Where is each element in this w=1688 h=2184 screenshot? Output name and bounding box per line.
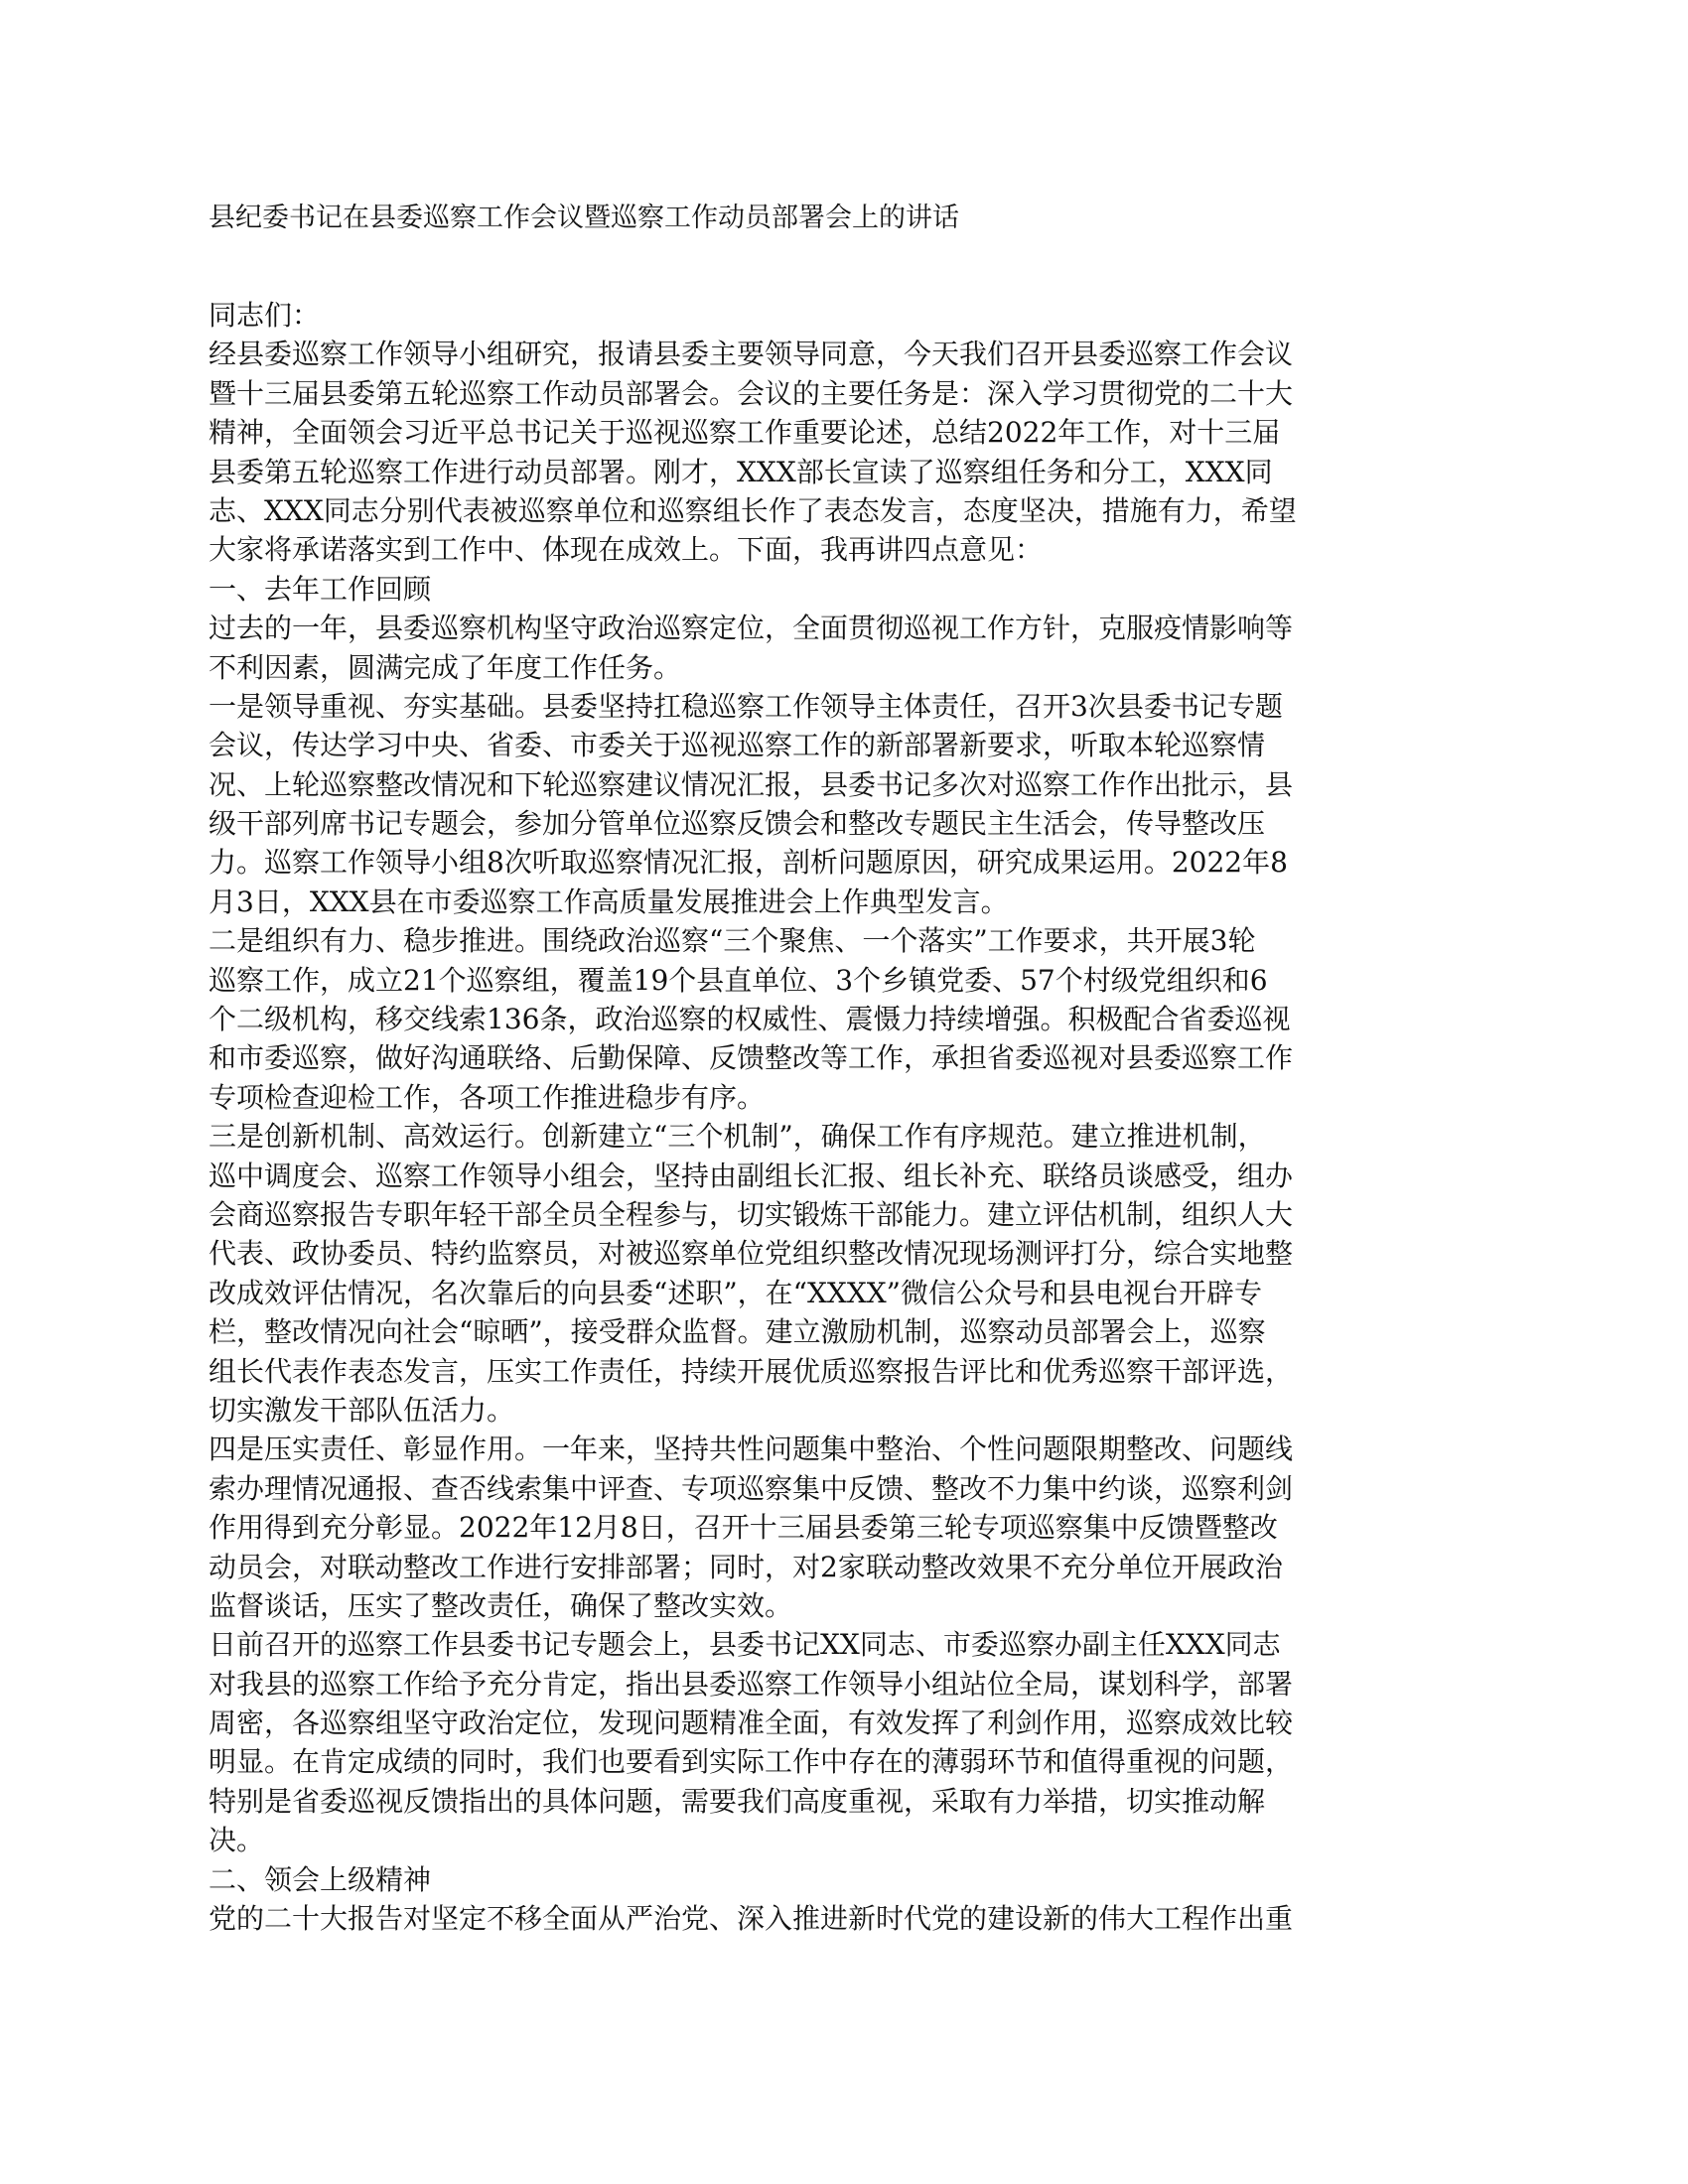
- body-line: 特别是省委巡视反馈指出的具体问题，需要我们高度重视，采取有力举措，切实推动解: [209, 1784, 1266, 1818]
- body-line: 县委第五轮巡察工作进行动员部署。刚才，XXX部长宣读了巡察组任务和分工，XXX同: [209, 455, 1273, 488]
- body-line: 代表、政协委员、特约监察员，对被巡察单位党组织整改情况现场测评打分，综合实地整: [209, 1237, 1294, 1271]
- body-line: 和市委巡察，做好沟通联络、后勤保障、反馈整改等工作，承担省委巡视对县委巡察工作: [209, 1041, 1294, 1075]
- body-line: 明显。在肯定成绩的同时，我们也要看到实际工作中存在的薄弱环节和值得重视的问题，: [209, 1745, 1294, 1779]
- body-line: 组长代表作表态发言，压实工作责任，持续开展优质巡察报告评比和优秀巡察干部评选，: [209, 1354, 1294, 1388]
- body-line: 会议，传达学习中央、省委、市委关于巡视巡察工作的新部署新要求，听取本轮巡察情: [209, 729, 1266, 762]
- body-line: 二、领会上级精神: [209, 1862, 432, 1896]
- body-line: 过去的一年，县委巡察机构坚守政治巡察定位，全面贯彻巡视工作方针，克服疫情影响等: [209, 612, 1294, 645]
- body-line: 切实激发干部队伍活力。: [209, 1393, 515, 1427]
- body-line: 监督谈话，压实了整改责任，确保了整改实效。: [209, 1588, 793, 1622]
- body-line: 改成效评估情况，名次靠后的向县委“述职”，在“XXXX”微信公众号和县电视台开辟专: [209, 1276, 1262, 1309]
- body-line: 同志们：: [209, 299, 321, 332]
- document-body: [209, 296, 1489, 1938]
- body-line: 精神，全面领会习近平总书记关于巡视巡察工作重要论述，总结2022年工作，对十三届: [209, 416, 1281, 450]
- document-title: 县纪委书记在县委巡察工作会议暨巡察工作动员部署会上的讲话: [209, 203, 959, 233]
- body-line: 栏，整改情况向社会“晾晒”，接受群众监督。建立激励机制，巡察动员部署会上，巡察: [209, 1315, 1266, 1349]
- body-line: 作用得到充分彰显。2022年12月8日，召开十三届县委第三轮专项巡察集中反馈暨整改: [209, 1511, 1278, 1545]
- body-line: 对我县的巡察工作给予充分肯定，指出县委巡察工作领导小组站位全局，谋划科学，部署: [209, 1667, 1294, 1701]
- body-line: 索办理情况通报、查否线索集中评查、专项巡察集中反馈、整改不力集中约谈，巡察利剑: [209, 1471, 1294, 1505]
- body-line: 日前召开的巡察工作县委书记专题会上，县委书记XX同志、市委巡察办副主任XXX同志: [209, 1628, 1281, 1662]
- body-line: 会商巡察报告专职年轻干部全员全程参与，切实锻炼干部能力。建立评估机制，组织人大: [209, 1197, 1294, 1231]
- body-line: 专项检查迎检工作，各项工作推进稳步有序。: [209, 1080, 766, 1114]
- body-line: 党的二十大报告对坚定不移全面从严治党、深入推进新时代党的建设新的伟大工程作出重: [209, 1902, 1294, 1936]
- body-line: 巡察工作，成立21个巡察组，覆盖19个县直单位、3个乡镇党委、57个村级党组织和6: [209, 963, 1268, 997]
- body-line: 大家将承诺落实到工作中、体现在成效上。下面，我再讲四点意见：: [209, 533, 1044, 567]
- body-line: 一是领导重视、夯实基础。县委坚持扛稳巡察工作领导主体责任，召开3次县委书记专题: [209, 689, 1283, 723]
- body-line: 经县委巡察工作领导小组研究，报请县委主要领导同意，今天我们召开县委巡察工作会议: [209, 338, 1294, 371]
- body-line: 月3日，XXX县在市委巡察工作高质量发展推进会上作典型发言。: [209, 885, 1009, 918]
- body-line: 志、XXX同志分别代表被巡察单位和巡察组长作了表态发言，态度坚决，措施有力，希望: [209, 493, 1297, 527]
- body-line: 级干部列席书记专题会，参加分管单位巡察反馈会和整改专题民主生活会，传导整改压: [209, 807, 1266, 841]
- body-line: 暨十三届县委第五轮巡察工作动员部署会。会议的主要任务是：深入学习贯彻党的二十大: [209, 376, 1294, 410]
- body-line: 个二级机构，移交线索136条，政治巡察的权威性、震慑力持续增强。积极配合省委巡视: [209, 1003, 1291, 1036]
- body-line: 动员会，对联动整改工作进行安排部署；同时，对2家联动整改效果不充分单位开展政治: [209, 1550, 1283, 1583]
- body-line: 巡中调度会、巡察工作领导小组会，坚持由副组长汇报、组长补充、联络员谈感受，组办: [209, 1159, 1294, 1192]
- body-line: 不利因素，圆满完成了年度工作任务。: [209, 650, 682, 684]
- body-line: 四是压实责任、彰显作用。一年来，坚持共性问题集中整治、个性问题限期整改、问题线: [209, 1433, 1294, 1466]
- body-line: 决。: [209, 1824, 265, 1857]
- body-line: 况、上轮巡察整改情况和下轮巡察建议情况汇报，县委书记多次对巡察工作作出批示，县: [209, 767, 1294, 801]
- body-line: 力。巡察工作领导小组8次听取巡察情况汇报，剖析问题原因，研究成果运用。2022年8: [209, 846, 1288, 880]
- body-line: 二是组织有力、稳步推进。围绕政治巡察“三个聚焦、一个落实”工作要求，共开展3轮: [209, 924, 1256, 958]
- body-line: 三是创新机制、高效运行。创新建立“三个机制”，确保工作有序规范。建立推进机制，: [209, 1120, 1266, 1154]
- body-line: 一、去年工作回顾: [209, 572, 432, 606]
- body-line: 周密，各巡察组坚守政治定位，发现问题精准全面，有效发挥了利剑作用，巡察成效比较: [209, 1706, 1294, 1740]
